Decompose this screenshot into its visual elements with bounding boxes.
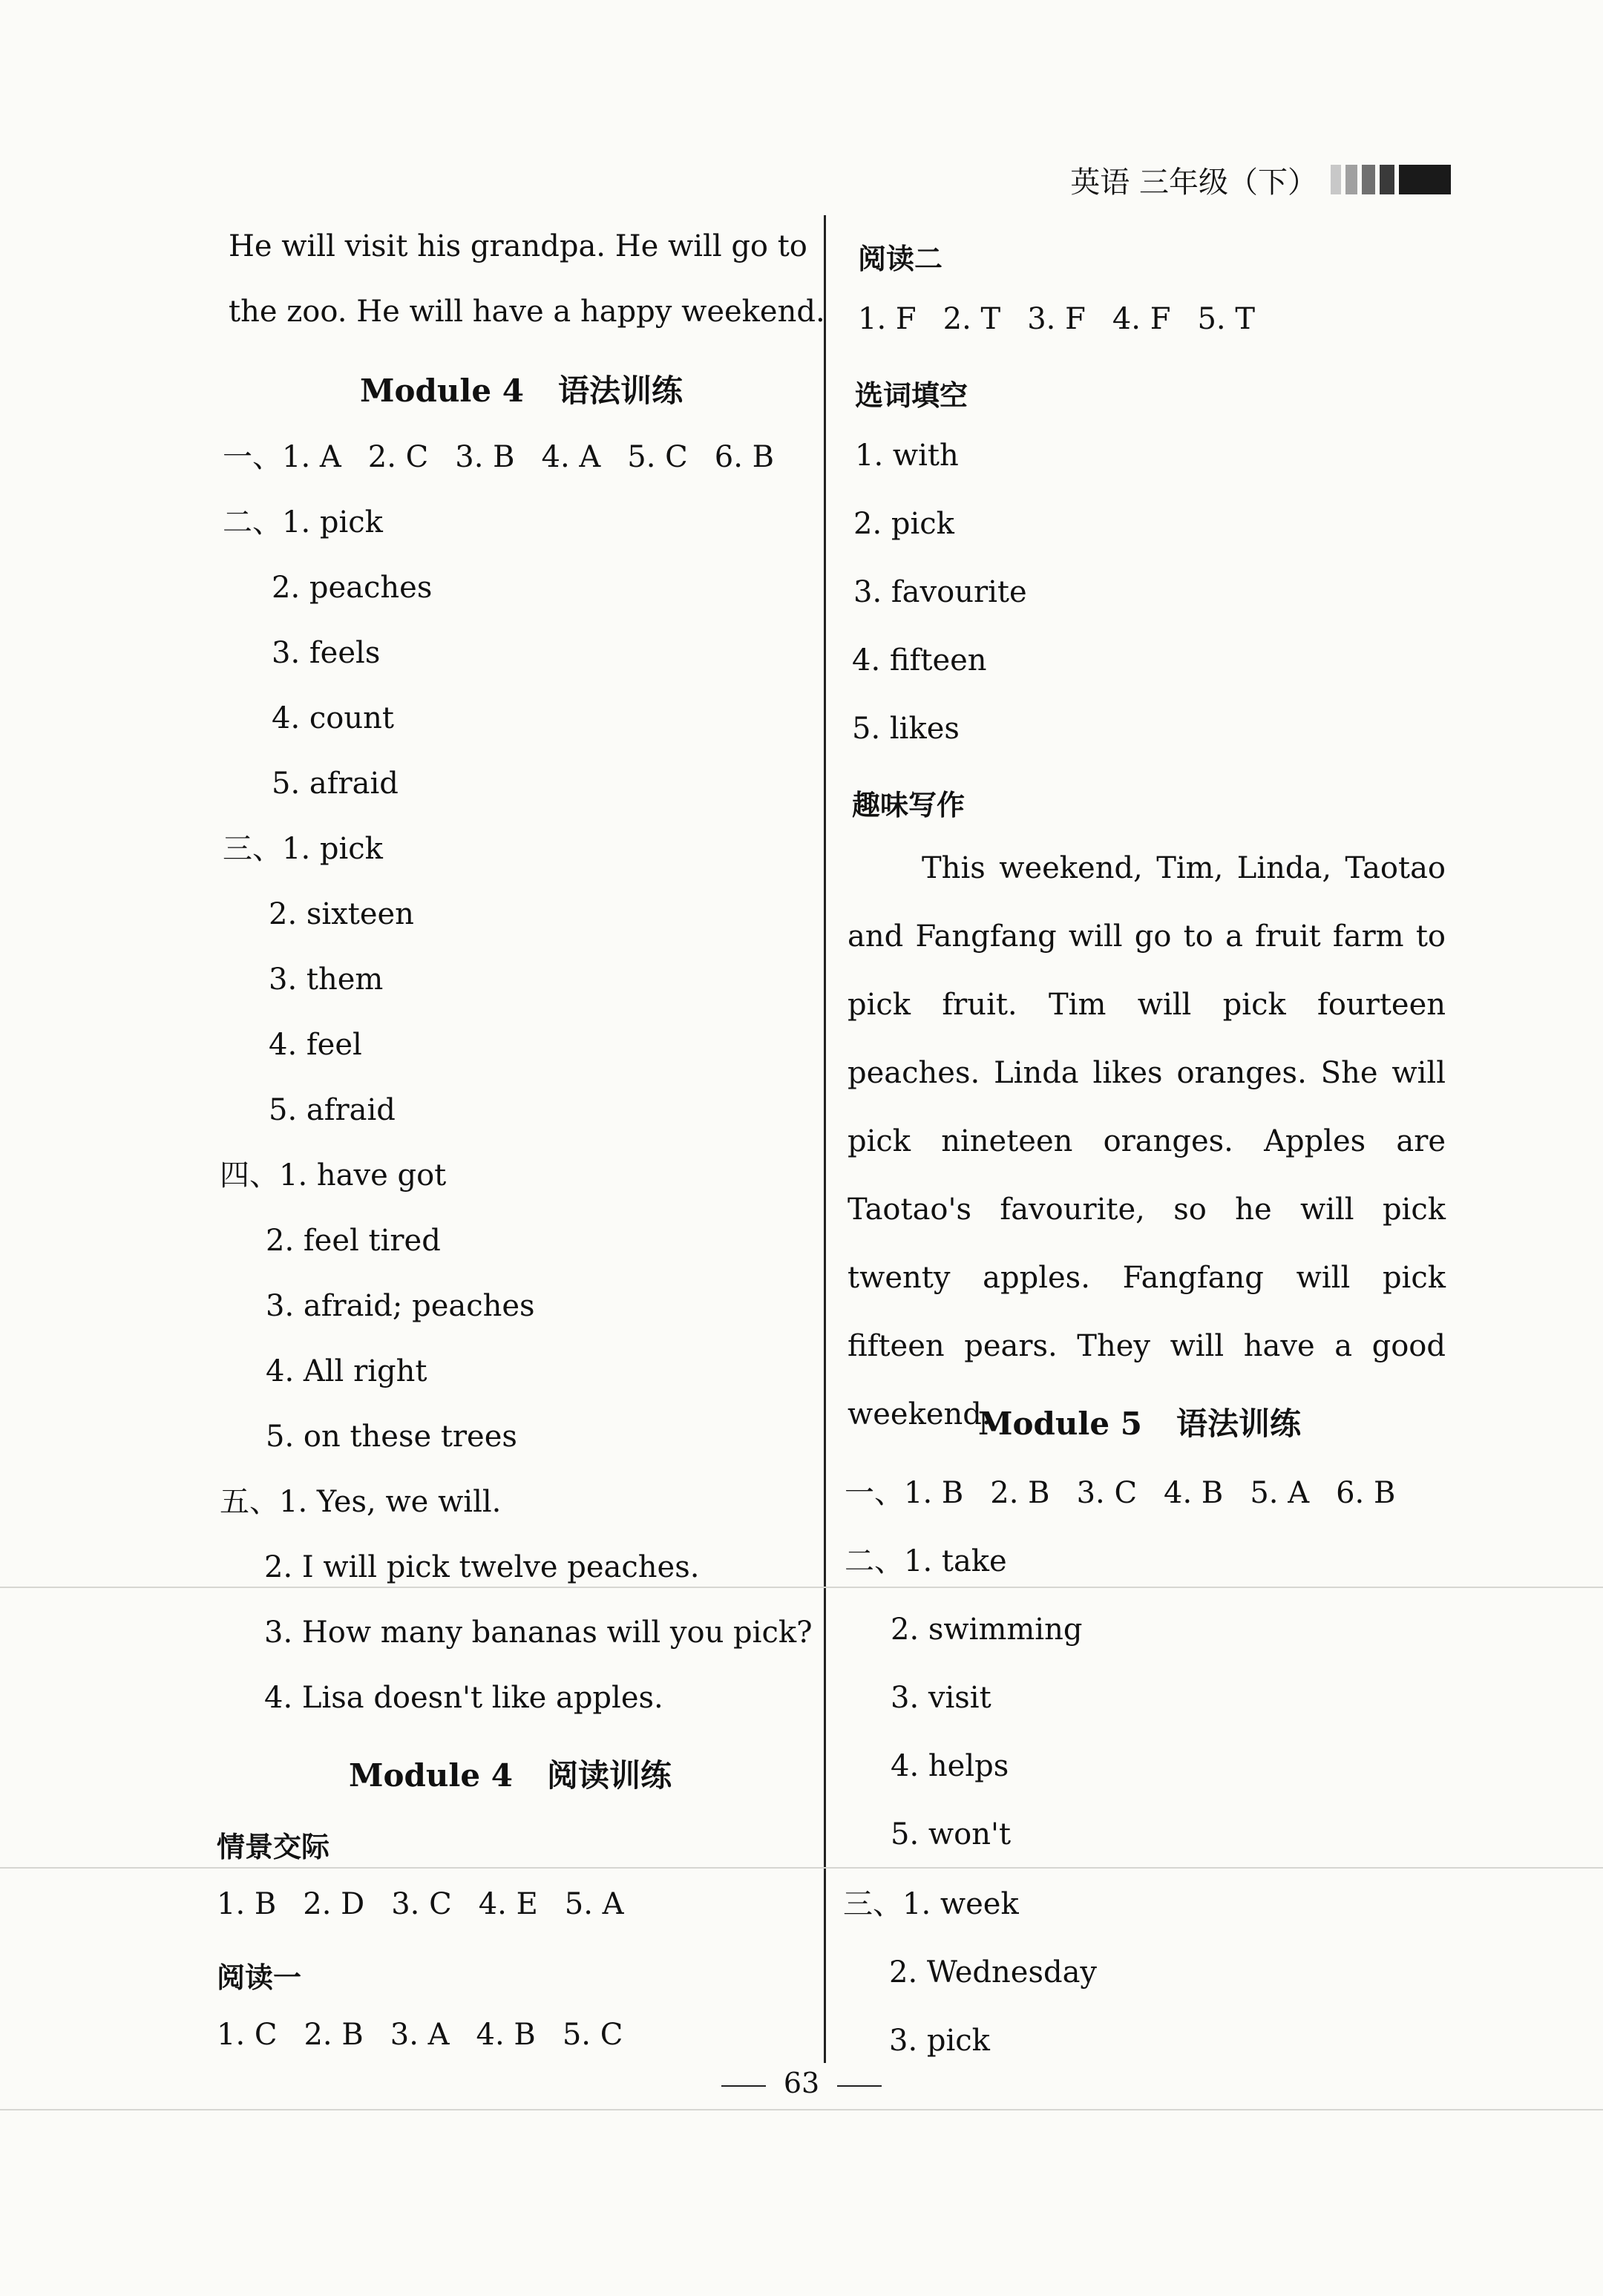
list-item: 2. swimming [891,1613,1083,1647]
answer: 2. D [303,1887,365,1921]
answer-row [858,304,1255,334]
list-item: 4. All right [266,1354,427,1388]
answer: 6. B [1336,1476,1396,1510]
answer: 1. Yes, we will. [279,1485,502,1519]
answer: 3. A [390,2018,450,2052]
decoration-bar [1345,165,1357,194]
list-item: 2. feel tired [266,1224,441,1258]
module-number: Module 4 [349,1757,513,1794]
situation-heading: 情景交际 [217,1831,330,1863]
section-type: 语法训练 [1176,1406,1301,1442]
list-item: 2. sixteen [269,897,414,931]
answer: 1. take [904,1544,1007,1578]
section-mark: 一、 [223,440,282,474]
module-number: Module 4 [360,373,524,409]
section-mark: 三、 [223,832,282,866]
list-item: 1. with [855,439,959,473]
answer: 1. A [282,440,341,474]
answer-row [217,1889,624,1919]
reading2-heading: 阅读二 [858,243,943,275]
answer: 4. A [541,440,601,474]
answer: 4. E [478,1887,538,1921]
decoration-bar [1331,165,1341,194]
list-item: 3. afraid; peaches [266,1289,535,1323]
answer: 2. B [990,1476,1050,1510]
list-item [845,1546,1007,1576]
scan-fold-line [0,1867,1603,1869]
column-divider [824,215,826,2063]
list-item: 5. won't [891,1817,1012,1851]
page-footer [0,2067,1603,2099]
list-item: 5. afraid [272,767,399,801]
answer: 1. B [904,1476,964,1510]
answer: 6. B [714,440,775,474]
module-number: Module 5 [978,1406,1142,1442]
list-item: 4. feel [269,1028,362,1062]
decoration-bar [1380,165,1394,194]
list-item: 2. pick [853,507,954,541]
footer-dash [837,2085,882,2087]
answer: 1. F [858,302,917,336]
answer: 1. week [902,1887,1019,1921]
list-item: 2. peaches [272,571,433,605]
section-mark: 四、 [220,1158,279,1193]
list-item: 4. helps [891,1749,1009,1783]
answer: 1. C [217,2018,278,2052]
footer-dash [721,2085,766,2087]
writing-heading: 趣味写作 [852,789,966,821]
list-item [220,1487,501,1517]
list-item: 5. afraid [269,1093,396,1127]
list-item [223,505,383,539]
list-item: 4. Lisa doesn't like apples. [264,1681,663,1715]
list-item: 2. Wednesday [889,1955,1098,1990]
answer: 2. T [943,302,1001,336]
list-item [220,1158,447,1193]
list-item [843,1889,1019,1919]
list-item: 3. them [269,962,384,997]
decoration-bar [1399,165,1451,194]
answer: 4. B [476,2018,536,2052]
module5-grammar-heading [978,1400,1301,1444]
answer-row [223,442,774,472]
writing-paragraph: This weekend, Tim, Linda, Taotao and Fangfang will go to a fruit farm to pick fruit. Tim will pick fourteen peaches. Linda likes oranges. She will pick nineteen oranges. Apples are Taotao's favourite, so he will pick twenty apples. Fangfang will pick fifteen pears. They will have a good weekend. [848,851,1446,1431]
answer: 1. pick [282,832,383,866]
page-header [1070,157,1451,202]
answer: 1. B [217,1887,277,1921]
reading1-heading: 阅读一 [217,1961,302,1994]
scan-fold-line [0,2109,1603,2110]
section-mark: 二、 [845,1544,904,1578]
answer: 3. F [1027,302,1086,336]
list-item [223,834,383,864]
answer: 4. F [1112,302,1171,336]
answer: 5. T [1197,302,1256,336]
list-item: 3. visit [891,1681,991,1715]
answer: 1. have got [279,1158,447,1193]
answer: 2. B [304,2018,364,2052]
decoration-bar [1362,165,1375,194]
section-type: 语法训练 [557,373,683,409]
answer: 5. A [564,1887,624,1921]
answer: 3. C [391,1887,452,1921]
answer-row [845,1478,1395,1508]
answer: 3. B [455,440,515,474]
header-title: 英语 三年级（下） [1070,165,1317,200]
intro-line: the zoo. He will have a happy weekend. [229,295,825,329]
answer: 4. B [1164,1476,1224,1510]
section-mark: 三、 [843,1887,902,1921]
list-item: 3. feels [272,636,381,670]
module4-reading-heading [349,1751,672,1796]
list-item: 4. count [272,701,394,735]
intro-line: He will visit his grandpa. He will go to [229,229,807,263]
list-item: 3. How many bananas will you pick? [264,1616,813,1650]
list-item: 3. pick [889,2024,990,2058]
answer: 3. C [1076,1476,1138,1510]
section-mark: 二、 [223,505,282,539]
answer: 5. A [1250,1476,1310,1510]
section-mark: 五、 [220,1485,279,1519]
list-item: 5. likes [852,712,960,746]
answer-row [217,2020,623,2050]
fill-in-heading: 选词填空 [855,379,968,412]
list-item: 5. on these trees [266,1420,517,1454]
list-item: 3. favourite [853,575,1027,609]
section-mark: 一、 [845,1476,904,1510]
answer: 2. C [367,440,429,474]
list-item: 2. I will pick twelve peaches. [264,1550,700,1584]
list-item: 4. fifteen [852,643,987,678]
answer: 1. pick [282,505,383,539]
answer: 5. C [627,440,688,474]
scan-fold-line [0,1587,1603,1588]
section-type: 阅读训练 [546,1757,672,1794]
module4-grammar-heading [360,367,683,411]
page-number: 63 [783,2067,820,2099]
header-decoration-bars [1331,163,1451,196]
answer: 5. C [562,2018,623,2052]
